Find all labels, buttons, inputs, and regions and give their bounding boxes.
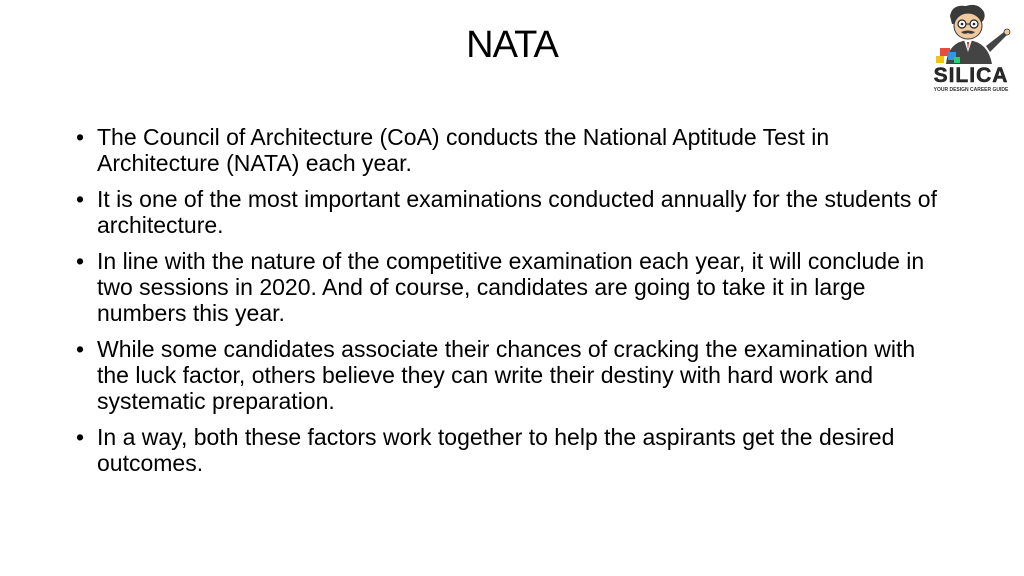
bullet-marker: • xyxy=(76,186,85,212)
bullet-marker: • xyxy=(76,248,85,274)
slide-title: NATA xyxy=(466,24,558,66)
logo-tagline: YOUR DESIGN CAREER GUIDE xyxy=(933,87,1009,93)
mascot-icon xyxy=(928,2,1014,68)
silica-logo xyxy=(928,2,1014,92)
bullet-item xyxy=(72,124,942,176)
logo-wordmark: SILICA xyxy=(933,64,1009,87)
bullet-list xyxy=(72,124,942,486)
bullet-text: The Council of Architecture (CoA) conducts the National Aptitude Test in Architecture (NATA) each year. xyxy=(97,124,830,176)
bullet-marker: • xyxy=(76,336,85,362)
bullet-text: In line with the nature of the competitive examination each year, it will conclude in two sessions in 2020. And of course, candidates are going to take it in large numbers this year. xyxy=(97,248,925,326)
bullet-text: It is one of the most important examinations conducted annually for the students of architecture. xyxy=(97,186,937,238)
bullet-item xyxy=(72,248,942,326)
bullet-item xyxy=(72,186,942,238)
bullet-item xyxy=(72,424,942,476)
bullet-text: In a way, both these factors work together to help the aspirants get the desired outcomes. xyxy=(97,424,895,476)
bullet-text: While some candidates associate their chances of cracking the examination with the luck factor, others believe they can write their destiny with hard work and systematic preparation. xyxy=(97,336,916,414)
bullet-marker: • xyxy=(76,124,85,150)
bullet-item xyxy=(72,336,942,414)
bullet-marker: • xyxy=(76,424,85,450)
